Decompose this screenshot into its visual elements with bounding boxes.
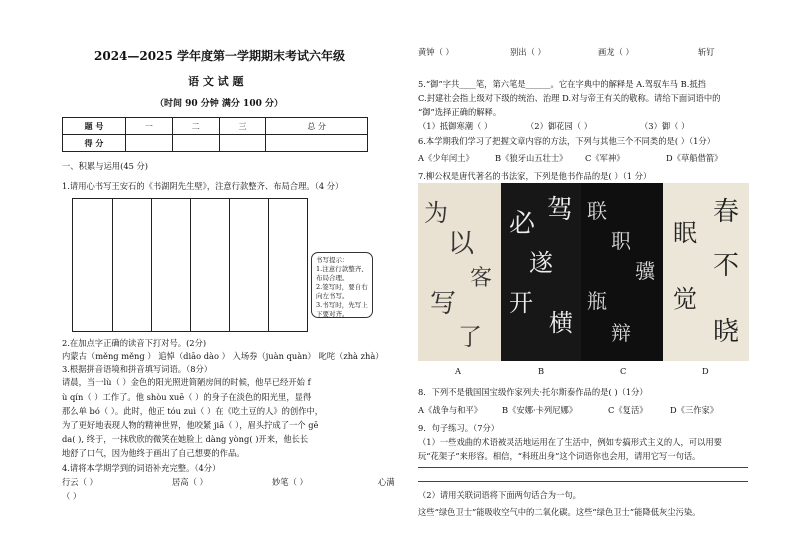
question-5-line: “御”选择正确的解释。	[418, 107, 502, 117]
question-9-1-line: 玩“花架子”来形容。相信，“科班出身”这个词语你也会用，请用它写一句话。	[418, 451, 701, 461]
question-3-line: 地舒了口气，因为他终于画出了自己想要的作品。	[62, 448, 245, 458]
q6-option[interactable]: C《军神》	[585, 153, 625, 163]
q6-option[interactable]: B《狼牙山五壮士》	[495, 153, 568, 163]
q4-blank[interactable]: 心满	[378, 477, 395, 487]
table-cell: 得 分	[63, 135, 126, 152]
q8-option[interactable]: A《战争与和平》	[418, 405, 483, 415]
question-5-line: 5.“御”字共____笔，第六笔是______。它在字典中的解释是 A.驾驭车马 B.抵挡	[418, 79, 706, 89]
question-2: 2.在加点字正确的读音下打对号。(2分)	[62, 338, 207, 348]
question-1: 1.请用心书写王安石的《书湖阴先生壁》，注意行款整齐、布局合理。（4 分）	[62, 181, 344, 191]
calli-char: 横	[549, 309, 573, 337]
calligraphy-d[interactable]	[663, 183, 749, 361]
calli-char: 了	[458, 323, 482, 351]
q5-option[interactable]: （2）御花园（ ）	[526, 121, 592, 131]
q8-option[interactable]: C《复活》	[608, 405, 648, 415]
calli-char: 辩	[611, 321, 631, 345]
q4-blank[interactable]: 妙笔（ ）	[272, 477, 308, 487]
calli-char: 不	[713, 251, 740, 281]
table-cell: 二	[172, 118, 219, 135]
calligraphy-a[interactable]	[418, 183, 501, 361]
calli-char: 骥	[635, 259, 655, 283]
answer-line[interactable]	[418, 481, 748, 482]
r-blank[interactable]: 别出（ ）	[510, 47, 546, 57]
calli-char: 遂	[529, 249, 553, 277]
question-4: 4.请将本学期学到的词语补充完整。（4分）	[62, 463, 221, 473]
writing-grid[interactable]	[72, 198, 308, 332]
writing-tips-box	[311, 252, 373, 318]
q8-option[interactable]: D《三作家》	[670, 405, 719, 415]
q6-option[interactable]: A《少年闰土》	[418, 153, 474, 163]
r-blank[interactable]: 画龙（ ）	[598, 47, 634, 57]
calligraphy-b[interactable]	[501, 183, 581, 361]
question-3-line: 为了更好地表现人物的精神世界，他咬紧 jiā（ ），眉头拧成了一个 gē	[62, 420, 319, 430]
question-9: 9．句子练习。（7分）	[418, 423, 500, 433]
q4-blank[interactable]: 行云（ ）	[62, 477, 98, 487]
question-3-line: ù qín（ ）工作了。他 shòu xuē（ ）的身子在淡色的阳光里，显得	[62, 392, 312, 402]
calli-label: B	[538, 366, 545, 376]
score-table	[62, 117, 368, 152]
table-cell[interactable]	[126, 135, 173, 152]
question-3-line: 那么单 bó（ ）。此时，他正 tóu zuì（ ）在《吃土豆的人》的创作中，	[62, 406, 324, 416]
question-3: 3.根据拼音语境和拼音填写词语。（8分）	[62, 364, 213, 374]
table-cell: 三	[219, 118, 266, 135]
table-cell: 一	[126, 118, 173, 135]
r-blank[interactable]: 斩钉	[698, 47, 715, 57]
question-2-options[interactable]: 内蒙古（měng měng ） 追悼（diāo dào ） 入场券（juàn quàn） 叱咤（zhà zhà）	[62, 351, 384, 361]
calli-char: 晓	[713, 317, 740, 347]
calli-char: 开	[509, 289, 533, 317]
calli-label: C	[620, 366, 627, 376]
table-cell[interactable]	[266, 135, 368, 152]
table-cell[interactable]	[172, 135, 219, 152]
q4-blank[interactable]: 居高（ ）	[172, 477, 208, 487]
calli-char: 眠	[673, 219, 697, 247]
question-5-line: C.封建社会指上级对下级的统治、治理 D.对与帝王有关的敬称。请给下面词语中的	[418, 93, 721, 103]
time-score: （时间 90 分钟 满分 100 分）	[155, 99, 283, 109]
tips-item: 2.签写时，要自右向左书写。	[316, 283, 368, 300]
table-cell: 题 号	[63, 118, 126, 135]
q5-option[interactable]: （1）抵御寒潮（ ）	[418, 121, 493, 131]
calli-char: 瓶	[587, 289, 607, 313]
calli-char: 驾	[547, 195, 574, 225]
r-blank[interactable]: 黄钟（ ）	[418, 47, 454, 57]
tips-item: 3.书写时，先写上下要对齐。	[316, 301, 368, 318]
question-3-line: da( ), 终于，一抹欣欣的微笑在她脸上 dàng yòng( )开来，他长长	[62, 434, 309, 444]
question-7: 7.柳公权是唐代著名的书法家，下列是他书作品的是( ）（1 分）	[418, 171, 652, 181]
table-row	[63, 135, 368, 152]
calli-label: D	[702, 366, 709, 376]
q8-option[interactable]: B《安娜·卡列尼娜》	[502, 405, 578, 415]
subject-title: 语 文 试 题	[188, 75, 244, 88]
calli-char: 客	[470, 266, 493, 291]
table-cell[interactable]	[219, 135, 266, 152]
question-6: 6.本学期我们学习了把握文章内容的方法，下列与其他三个不同类的是( ）（1分）	[418, 136, 716, 146]
calli-char: 联	[587, 199, 607, 223]
calli-char: 春	[713, 197, 740, 227]
q6-option[interactable]: D《草船借箭》	[666, 153, 723, 163]
question-9-2: （2）请用关联词语将下面两句话合为一句。	[418, 490, 581, 500]
table-row	[63, 118, 368, 135]
section-title: 一、积累与运用(45 分)	[62, 161, 149, 171]
calligraphy-c[interactable]	[581, 183, 663, 361]
question-9-1-line: （1）一些戏曲的术语被灵活地运用在了生活中，例如专搞形式主义的人，可以用要	[418, 437, 722, 447]
question-8: 8．下列不是俄国国宝级作家列夫·托尔斯泰作品的是( )（1分）	[418, 387, 648, 397]
calli-char: 为	[424, 199, 448, 227]
q5-option[interactable]: （3）御（ ）	[640, 121, 690, 131]
answer-line[interactable]	[418, 467, 748, 468]
calli-char: 以	[448, 229, 475, 259]
question-3-line: 请晨，当一lù（ ）金色的阳光照进简陋房间的时候，他早已经开始 f	[62, 377, 311, 387]
tips-title: 书写提示：	[316, 256, 349, 264]
question-9-2-line: 这些“绿色卫士”能吸收空气中的二氧化碳。这些“绿色卫士”能降低灰尘污染。	[418, 507, 701, 517]
calli-char: 觉	[673, 285, 697, 313]
calli-char: 写	[430, 289, 457, 319]
calli-char: 职	[611, 229, 631, 253]
table-cell: 总 分	[266, 118, 368, 135]
exam-title: 2024—2025 学年度第一学期期末考试六年级	[94, 49, 345, 63]
calli-char: 必	[509, 209, 536, 239]
tips-item: 1.注意行款整齐、布局合理。	[316, 265, 368, 282]
calli-label: A	[455, 366, 461, 376]
q4-blank[interactable]: （ ）	[62, 491, 82, 501]
